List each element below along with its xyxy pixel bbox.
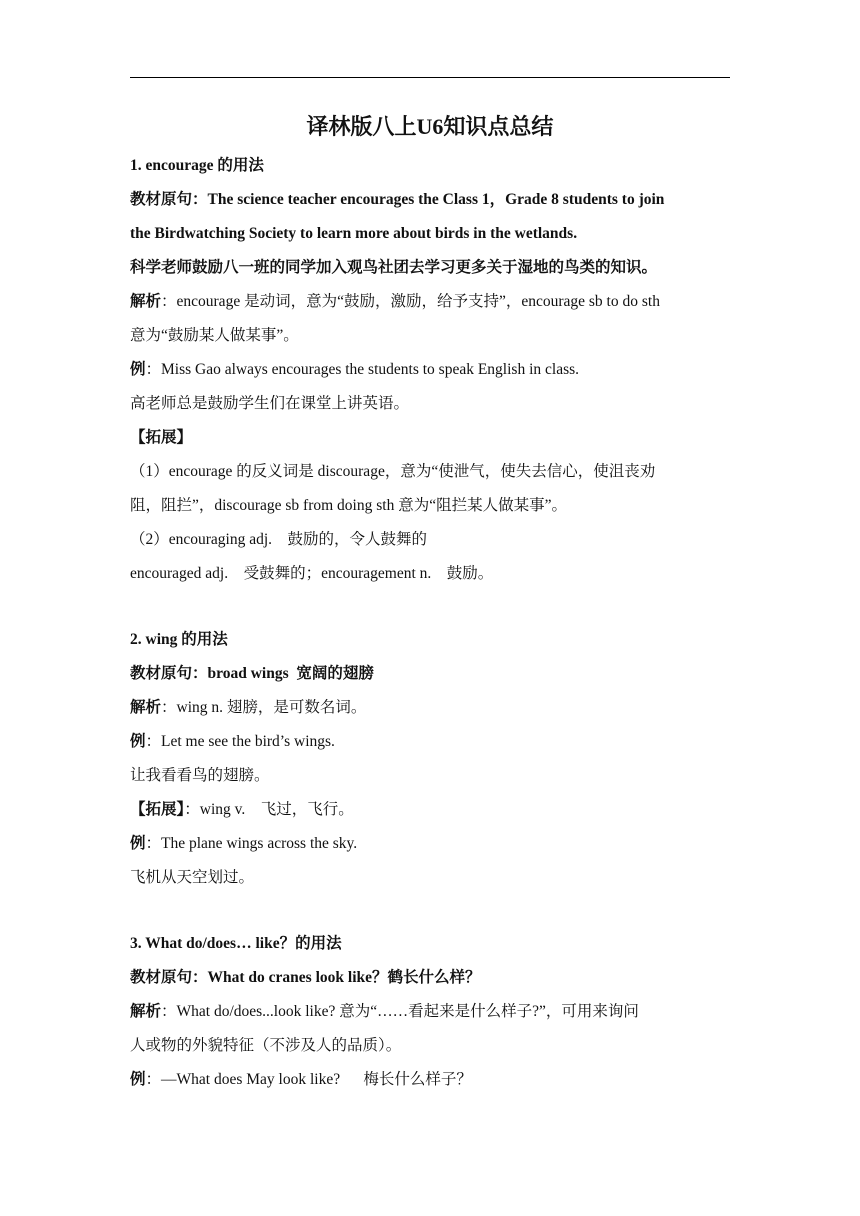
example-label: 例 [130, 835, 146, 852]
analysis-label: 解析 [130, 1003, 162, 1020]
section-1-expand-2a: （2）encouraging adj. 鼓励的，令人鼓舞的 [130, 531, 428, 548]
analysis-text: ：What do/does...look like? 意为“……看起来是什么样子?”，可用来询问 [161, 1003, 639, 1020]
page-title: 译林版八上U6知识点总结 [306, 114, 554, 139]
original-text: broad wings 宽阔的翅膀 [207, 665, 374, 682]
analysis-label: 解析 [130, 699, 162, 716]
section-1-original-line-2: the Birdwatching Society to learn more about birds in the wetlands. [130, 225, 578, 242]
original-text: The science teacher encourages the Class 1，Grade 8 students to join [207, 191, 665, 208]
section-1-analysis-line-1 [130, 290, 730, 314]
section-1-expand-2b: encouraged adj. 受鼓舞的；encouragement n. 鼓励。 [130, 565, 494, 582]
expand-text: ：wing v. 飞过，飞行。 [184, 801, 354, 818]
section-2-example-2-translation: 飞机从天空划过。 [130, 869, 255, 886]
original-label: 教材原句： [130, 191, 208, 208]
section-1-heading: 1. encourage 的用法 [130, 157, 264, 174]
section-2-analysis [130, 696, 730, 720]
section-3-example [130, 1068, 730, 1092]
section-3-original [130, 966, 730, 990]
example-text: ：Miss Gao always encourages the students to speak English in class. [145, 361, 580, 378]
section-2-heading: 2. wing 的用法 [130, 631, 228, 648]
section-3-heading: 3. What do/does… like？的用法 [130, 935, 342, 952]
example-label: 例 [130, 733, 146, 750]
section-2-original [130, 662, 730, 686]
section-1-example [130, 358, 730, 382]
section-3-analysis-line-1 [130, 1000, 730, 1024]
section-1-original-line-1 [130, 188, 730, 212]
header-rule [130, 77, 730, 78]
example-text: ：—What does May look like? 梅长什么样子？ [145, 1071, 472, 1088]
section-2-example-translation: 让我看看鸟的翅膀。 [130, 767, 270, 784]
section-1-expand-1a: （1）encourage 的反义词是 discourage，意为“使泄气，使失去信心，使沮丧劝 [130, 463, 656, 480]
analysis-text: ：encourage 是动词，意为“鼓励，激励，给予支持”，encourage sb to do sth [161, 293, 660, 310]
section-2-example [130, 730, 730, 754]
section-1-expand-label: 【拓展】 [130, 429, 193, 446]
section-2-expand [130, 798, 730, 822]
section-1-example-translation: 高老师总是鼓励学生们在课堂上讲英语。 [130, 395, 410, 412]
example-text: ：Let me see the bird’s wings. [145, 733, 335, 750]
expand-label: 【拓展】 [130, 801, 185, 818]
example-text: ：The plane wings across the sky. [145, 835, 358, 852]
original-text: What do cranes look like？鹤长什么样？ [207, 969, 481, 986]
original-label: 教材原句： [130, 969, 208, 986]
section-1-analysis-line-2: 意为“鼓励某人做某事”。 [130, 327, 299, 344]
example-label: 例 [130, 361, 146, 378]
example-label: 例 [130, 1071, 146, 1088]
section-3-analysis-line-2: 人或物的外貌特征（不涉及人的品质）。 [130, 1037, 402, 1054]
analysis-label: 解析 [130, 293, 162, 310]
original-label: 教材原句： [130, 665, 208, 682]
section-1-original-translation: 科学老师鼓励八一班的同学加入观鸟社团去学习更多关于湿地的鸟类的知识。 [130, 259, 658, 276]
section-1-expand-1b: 阻，阻拦”，discourage sb from doing sth 意为“阻拦某人做某事”。 [130, 497, 567, 514]
analysis-text: ：wing n. 翅膀，是可数名词。 [161, 699, 367, 716]
section-2-example-2 [130, 832, 730, 856]
